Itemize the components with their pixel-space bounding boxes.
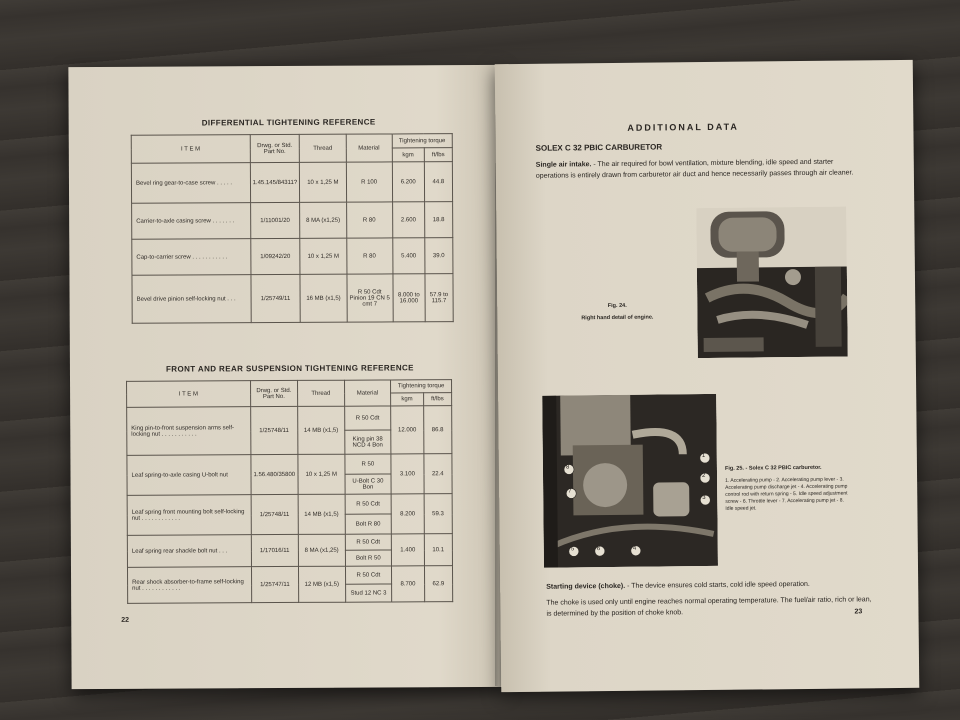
callout-3: 3 bbox=[702, 495, 706, 502]
cell-part: 1/09242/20 bbox=[250, 238, 300, 274]
callout-8: 8 bbox=[565, 464, 570, 471]
cell-thread: 14 MB (x1,5) bbox=[298, 494, 345, 534]
cell-material: Stud 12 NC 3 bbox=[345, 584, 392, 602]
page-title: ADDITIONAL DATA bbox=[627, 121, 739, 133]
cell-thread: 12 MB (x1,5) bbox=[298, 566, 345, 602]
cell-kgm: 1.400 bbox=[391, 534, 424, 566]
cell-kgm: 12.000 bbox=[391, 406, 424, 454]
cell-material: King pin 38 NCD 4 Bon bbox=[344, 430, 391, 454]
right-page bbox=[495, 60, 920, 692]
header-kgm: kgm bbox=[392, 148, 424, 162]
cell-part: 1.56.480/35800 bbox=[251, 454, 299, 494]
cell-ftlbs: 86.8 bbox=[423, 406, 452, 454]
table-row bbox=[131, 162, 452, 204]
cell-item: King pin-to-front suspension arms self-locking nut . . . . . . . . . . . bbox=[127, 407, 251, 456]
table-row bbox=[127, 494, 452, 516]
fig24-caption: Right hand detail of engine. bbox=[581, 314, 654, 322]
cell-material: R 50 Cdt bbox=[345, 534, 392, 550]
cell-item: Bevel drive pinion self-locking nut . . . bbox=[132, 275, 251, 324]
cell-thread: 10 x 1,25 M bbox=[298, 454, 345, 494]
cell-ftlbs: 22.4 bbox=[423, 454, 452, 494]
cell-material: R 80 bbox=[346, 238, 392, 274]
cell-thread: 8 MA (x1,25) bbox=[298, 534, 345, 566]
cell-kgm: 8.700 bbox=[392, 566, 425, 602]
differential-table bbox=[131, 133, 454, 324]
callout-5: 5 bbox=[570, 546, 575, 553]
table-row bbox=[132, 238, 453, 276]
cell-ftlbs: 18.8 bbox=[424, 202, 452, 238]
cell-thread: 16 MB (x1,5) bbox=[300, 274, 346, 322]
cell-item: Cap-to-carrier screw . . . . . . . . . . . bbox=[132, 239, 251, 276]
header-ftlbs: ft/lbs bbox=[424, 148, 452, 162]
header-part-no: Drwg. or Std. Part No. bbox=[250, 134, 300, 162]
cell-part: 1/17016/11 bbox=[251, 534, 298, 566]
page-number-left: 22 bbox=[121, 616, 130, 624]
cell-ftlbs: 62.9 bbox=[424, 566, 453, 602]
header-thread: Thread bbox=[300, 134, 346, 162]
table-row bbox=[132, 274, 453, 324]
header-torque: Tightening torque bbox=[391, 380, 452, 393]
cell-material: Bolt R 50 bbox=[345, 550, 392, 566]
cell-kgm: 8.000 to 16.000 bbox=[393, 274, 425, 322]
starting-text: - The device ensures cold starts, cold idle speed operation. bbox=[625, 580, 810, 590]
cell-item: Leaf spring-to-axle casing U-bolt nut bbox=[127, 455, 251, 496]
table-row bbox=[127, 454, 452, 476]
cell-material: R 50 Cdt Pinion 19 CN 5 cmt 7 bbox=[346, 274, 392, 322]
suspension-table bbox=[126, 379, 453, 604]
header-kgm: kgm bbox=[391, 393, 423, 406]
header-ftlbs: ft/lbs bbox=[423, 393, 451, 406]
cell-part: 1/25748/11 bbox=[250, 406, 298, 454]
header-item: I T E M bbox=[131, 135, 250, 164]
cell-ftlbs: 59.3 bbox=[424, 494, 453, 534]
cell-ftlbs: 44.8 bbox=[424, 162, 452, 202]
cell-thread: 14 MB (x1,5) bbox=[298, 406, 345, 454]
cell-part: 1/25749/11 bbox=[250, 274, 300, 322]
callout-1: 1 bbox=[701, 453, 706, 460]
intro-lead: Single air intake. bbox=[535, 161, 592, 169]
cell-item: Bevel ring gear-to-case screw . . . . . bbox=[131, 163, 250, 204]
carburetor-image bbox=[542, 394, 718, 568]
header-torque: Tightening torque bbox=[392, 134, 452, 148]
cell-material: Bolt R 80 bbox=[345, 514, 392, 534]
left-page bbox=[68, 65, 503, 689]
cell-kgm: 5.400 bbox=[392, 238, 424, 274]
starting-device-paragraph bbox=[546, 578, 866, 592]
cell-kgm: 6.200 bbox=[392, 162, 424, 202]
cell-ftlbs: 10.1 bbox=[424, 534, 453, 566]
cell-material: R 50 bbox=[344, 454, 391, 474]
intro-paragraph bbox=[536, 156, 856, 181]
cell-kgm: 8.200 bbox=[391, 494, 424, 534]
cell-thread: 10 x 1,25 M bbox=[300, 162, 346, 202]
cell-thread: 8 MA (x1,25) bbox=[300, 202, 346, 238]
fig24-label: Fig. 24. bbox=[607, 302, 627, 310]
cell-material: R 50 Cdt bbox=[345, 494, 392, 514]
cell-kgm: 3.100 bbox=[391, 454, 424, 494]
header-item: I T E M bbox=[127, 381, 251, 408]
table-row bbox=[127, 534, 452, 552]
callout-4: 4 bbox=[632, 545, 637, 552]
callout-6: 6 bbox=[596, 546, 601, 553]
starting-lead: Starting device (choke). bbox=[546, 582, 626, 591]
header-material: Material bbox=[344, 380, 391, 406]
cell-item: Leaf spring front mounting bolt self-locking nut . . . . . . . . . . . . bbox=[127, 495, 251, 536]
cell-item: Rear shock absorber-to-frame self-locking nut . . . . . . . . . . . . bbox=[127, 567, 251, 604]
engine-photo bbox=[696, 207, 848, 359]
table-row bbox=[132, 202, 453, 240]
callout-7: 7 bbox=[568, 488, 572, 495]
page-number-right: 23 bbox=[854, 608, 863, 616]
cell-material: R 50 Cdt bbox=[344, 406, 391, 430]
cell-ftlbs: 39.0 bbox=[425, 238, 453, 274]
table-row bbox=[127, 406, 452, 432]
cell-part: 1/25747/11 bbox=[251, 566, 299, 602]
cell-material: R 80 bbox=[346, 202, 392, 238]
choke-paragraph: The choke is used only until engine reaches normal operating temperature. The fuel/air ratio, rich or lean, is determined by the position of choke knob. bbox=[546, 596, 872, 618]
cell-kgm: 2.600 bbox=[392, 202, 424, 238]
cell-item: Carrier-to-axle casing screw . . . . . . . bbox=[132, 203, 251, 240]
fig25-legend: 1. Accelerating pump - 2. Accelerating pump lever - 3. Accelerating pump discharge jet - 4. Accelerating pump control rod with return spring - 5. Idle speed adjustment screw - 6. Throttle lever - 7. Accelerating pump jet - 8. Idle speed jet. bbox=[725, 476, 848, 512]
cell-part: 1/25748/11 bbox=[251, 494, 299, 534]
callout-2: 2 bbox=[702, 473, 706, 480]
intro-text: - The air required for bowl ventilation, mixture blending, idle speed and starter operations is entirely drawn from carburetor air duct and hence necessarily passes through air cleaner. bbox=[535, 158, 854, 180]
cell-ftlbs: 57.9 to 115.7 bbox=[425, 274, 453, 322]
carburetor-photo bbox=[542, 394, 718, 568]
engine-image bbox=[696, 207, 848, 359]
table-row bbox=[127, 566, 452, 586]
cell-material: R 100 bbox=[346, 162, 392, 202]
header-material: Material bbox=[346, 134, 392, 162]
cell-item: Leaf spring rear shackle bolt nut . . . bbox=[127, 535, 251, 568]
header-part-no: Drwg. or Std. Part No. bbox=[250, 380, 297, 406]
cell-part: 1/11001/20 bbox=[250, 202, 300, 238]
cell-material: U-Bolt C 30 Bon bbox=[345, 474, 392, 494]
cell-material: R 50 Cdt bbox=[345, 566, 392, 584]
cell-part: 1.45.145/84311? bbox=[250, 162, 300, 202]
suspension-table-title: FRONT AND REAR SUSPENSION TIGHTENING REFERENCE bbox=[165, 363, 414, 374]
cell-thread: 10 x 1,25 M bbox=[300, 238, 346, 274]
header-thread: Thread bbox=[297, 380, 344, 406]
section-subtitle: SOLEX C 32 PBIC CARBURETOR bbox=[535, 142, 663, 153]
differential-table-title: DIFFERENTIAL TIGHTENING REFERENCE bbox=[201, 117, 376, 128]
fig25-label: Fig. 25. - Solex C 32 PBIC carburetor. bbox=[724, 464, 822, 472]
